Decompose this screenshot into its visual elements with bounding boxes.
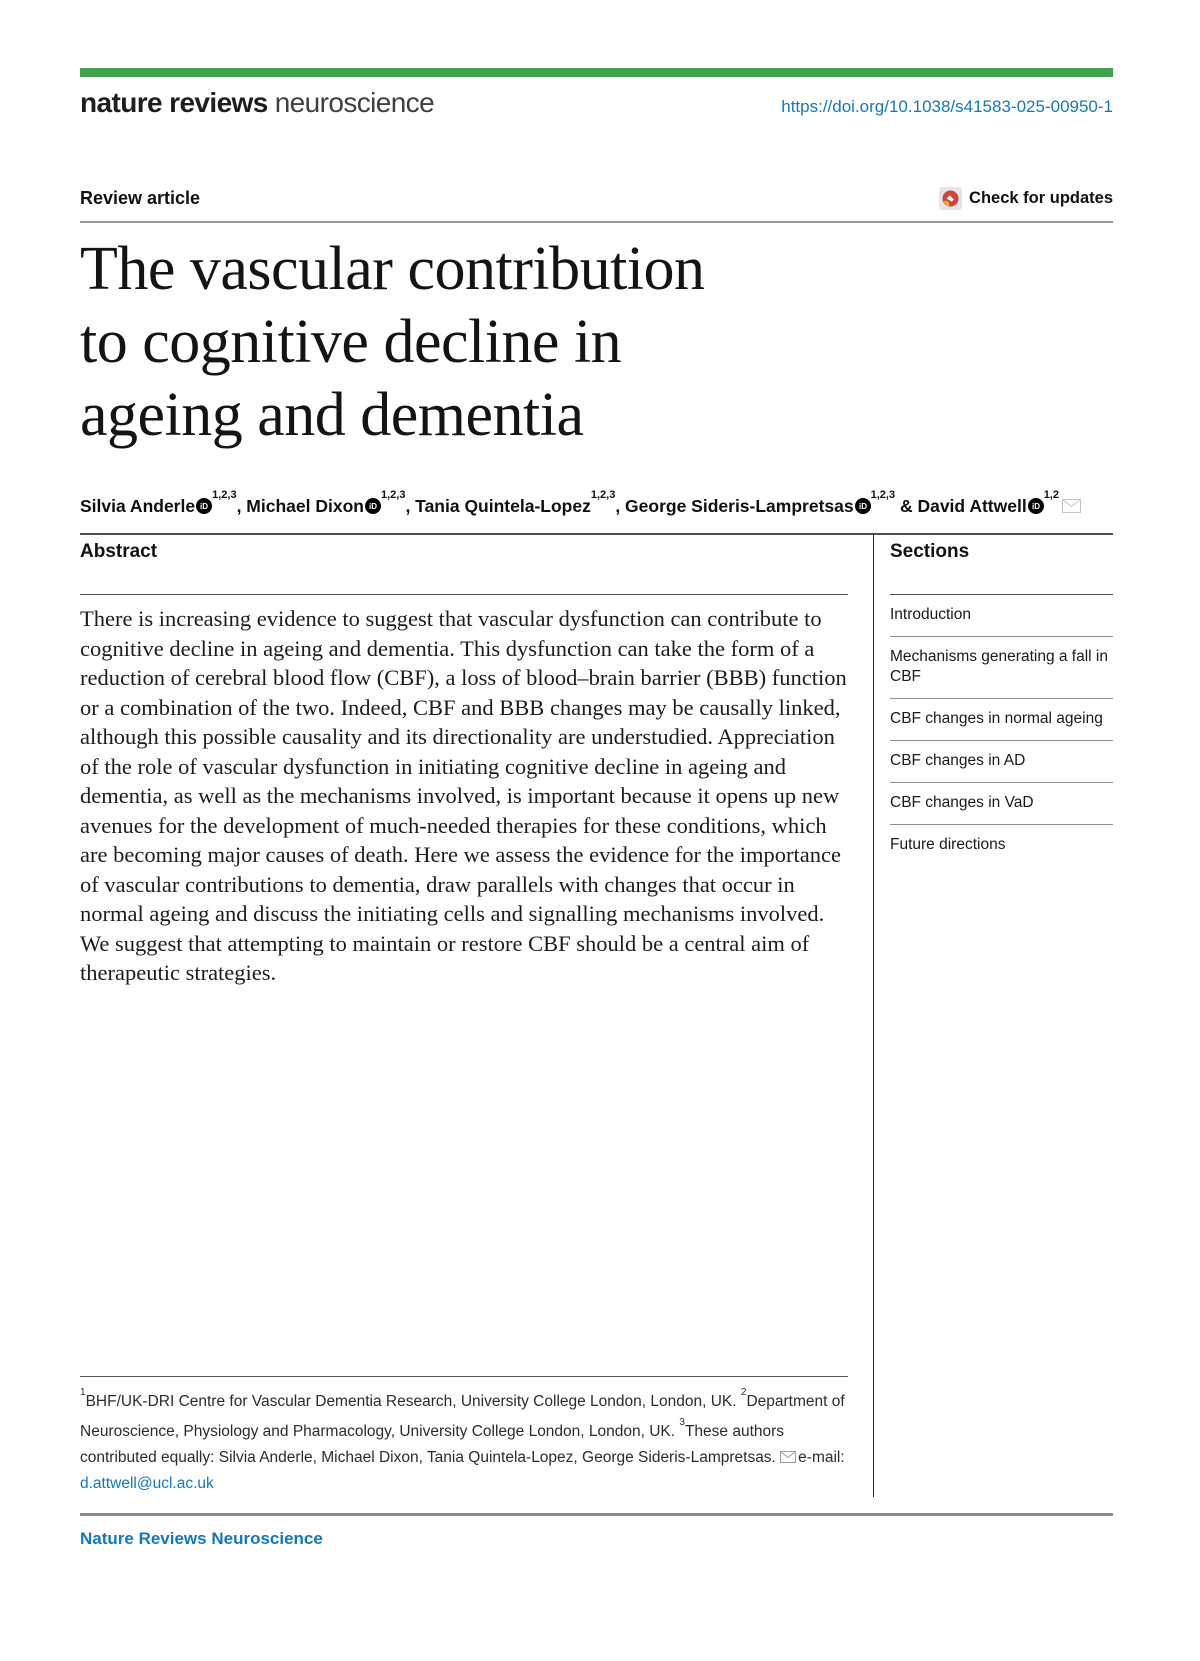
email-icon xyxy=(780,1451,796,1463)
author-affiliation-superscript: 1,2,3 xyxy=(870,489,896,502)
header-divider xyxy=(80,221,1113,223)
article-title-line: ageing and dementia xyxy=(80,381,584,449)
journal-logo-bold: nature reviews xyxy=(80,87,268,118)
author-separator: , xyxy=(405,496,416,516)
sections-column xyxy=(873,535,1113,1497)
section-nav-item[interactable]: Mechanisms generating a fall in CBF xyxy=(890,637,1113,699)
crossmark-icon xyxy=(939,187,962,210)
orcid-icon[interactable] xyxy=(1028,498,1044,514)
section-nav-item[interactable]: CBF changes in AD xyxy=(890,741,1113,783)
journal-logo-light: neuroscience xyxy=(274,87,435,118)
svg-text:iD: iD xyxy=(200,502,209,512)
sections-heading: Sections xyxy=(890,541,970,562)
footer-journal-name: Nature Reviews Neuroscience xyxy=(80,1529,323,1548)
author-affiliation-superscript: 1,2,3 xyxy=(380,489,406,502)
article-title-line: to cognitive decline in xyxy=(80,308,622,376)
two-column-area xyxy=(80,535,1113,1497)
article-type-label: Review article xyxy=(80,188,201,208)
author-affiliation-superscript: 1,2,3 xyxy=(212,489,237,502)
footnote-rule xyxy=(80,1376,848,1377)
author-name: Michael Dixon xyxy=(246,496,364,516)
author-line xyxy=(80,489,1113,517)
affiliation-superscript: 3 xyxy=(679,1416,685,1428)
sections-list xyxy=(890,594,1113,866)
article-page xyxy=(0,68,1200,1549)
masthead xyxy=(80,87,1113,119)
author-affiliation-superscript: 1,2 xyxy=(1043,489,1059,502)
svg-text:iD: iD xyxy=(368,502,377,512)
email-link[interactable]: d.attwell@ucl.ac.uk xyxy=(80,1475,214,1492)
doi-link[interactable]: https://doi.org/10.1038/s41583-025-00950-1 xyxy=(781,97,1113,116)
email-icon[interactable] xyxy=(1062,499,1081,513)
orcid-icon[interactable] xyxy=(855,498,871,514)
author-separator: & xyxy=(895,496,918,516)
author-separator: , xyxy=(236,496,247,516)
author-separator: , xyxy=(615,496,626,516)
footnote-text: $^1$BHF/UK-DRI Centre for Vascular Dementia Research, University College London, London, UK. $^2$Department of Neuroscience, Physiology and Pharmacology, University College London, London, UK. $^3$These authors contributed equally: Silvia Anderle, Michael Dixon, Tania Quintela-Lopez, George Sideris-Lampretsas. e-mail: d.attwell@ucl.ac.uk xyxy=(80,1386,845,1492)
orcid-icon[interactable] xyxy=(196,498,212,514)
check-for-updates-label: Check for updates xyxy=(969,189,1113,207)
section-nav-item[interactable]: Introduction xyxy=(890,595,1113,637)
author-name: Silvia Anderle xyxy=(80,496,196,516)
abstract-heading: Abstract xyxy=(80,541,158,562)
article-title-line: The vascular contribution xyxy=(80,235,705,303)
abstract-text: There is increasing evidence to suggest that vascular dysfunction can contribute to cognitive decline in ageing and dementia. This dysfunction can take the form of a reduction of cerebral blood flow (CBF), a loss of blood–brain barrier (BBB) function or a combination of the two. Indeed, CBF and BBB changes may be causally linked, although this possible causality and its directionality are understudied. Appreciation of the role of vascular dysfunction in initiating cognitive decline in ageing and dementia, as well as the mechanisms involved, is important because it opens up new avenues for the development of much-needed therapies for these conditions, which are becoming major causes of death. Here we assess the evidence for the importance of vascular contributions to dementia, draw parallels with changes that occur in normal ageing and discuss the initiating cells and signalling mechanisms involved. We suggest that attempting to maintain or restore CBF should be a central aim of therapeutic strategies. xyxy=(80,606,847,985)
section-nav-item[interactable]: Future directions xyxy=(890,836,1006,853)
author-name: George Sideris-Lampretsas xyxy=(625,496,854,516)
section-nav-item[interactable]: CBF changes in normal ageing xyxy=(890,699,1113,741)
affiliation-superscript: 2 xyxy=(740,1386,747,1398)
author-affiliation-superscript: 1,2,3 xyxy=(590,489,616,502)
check-for-updates-button[interactable] xyxy=(939,187,1113,210)
affiliation-superscript: 1 xyxy=(80,1386,86,1398)
article-title xyxy=(80,233,1113,452)
section-nav-item[interactable]: CBF changes in VaD xyxy=(890,783,1113,825)
brand-color-bar xyxy=(80,68,1113,77)
affiliations-footnote xyxy=(80,1376,848,1497)
footer-divider xyxy=(80,1513,1113,1516)
abstract-column xyxy=(80,535,873,1497)
orcid-icon[interactable] xyxy=(365,498,381,514)
author-name: Tania Quintela-Lopez xyxy=(415,496,591,516)
svg-text:iD: iD xyxy=(858,502,867,512)
abstract-heading-rule xyxy=(80,594,848,595)
author-name: David Attwell xyxy=(917,496,1027,516)
svg-text:iD: iD xyxy=(1031,502,1040,512)
article-type-row xyxy=(80,187,1113,210)
journal-logo xyxy=(80,87,434,119)
